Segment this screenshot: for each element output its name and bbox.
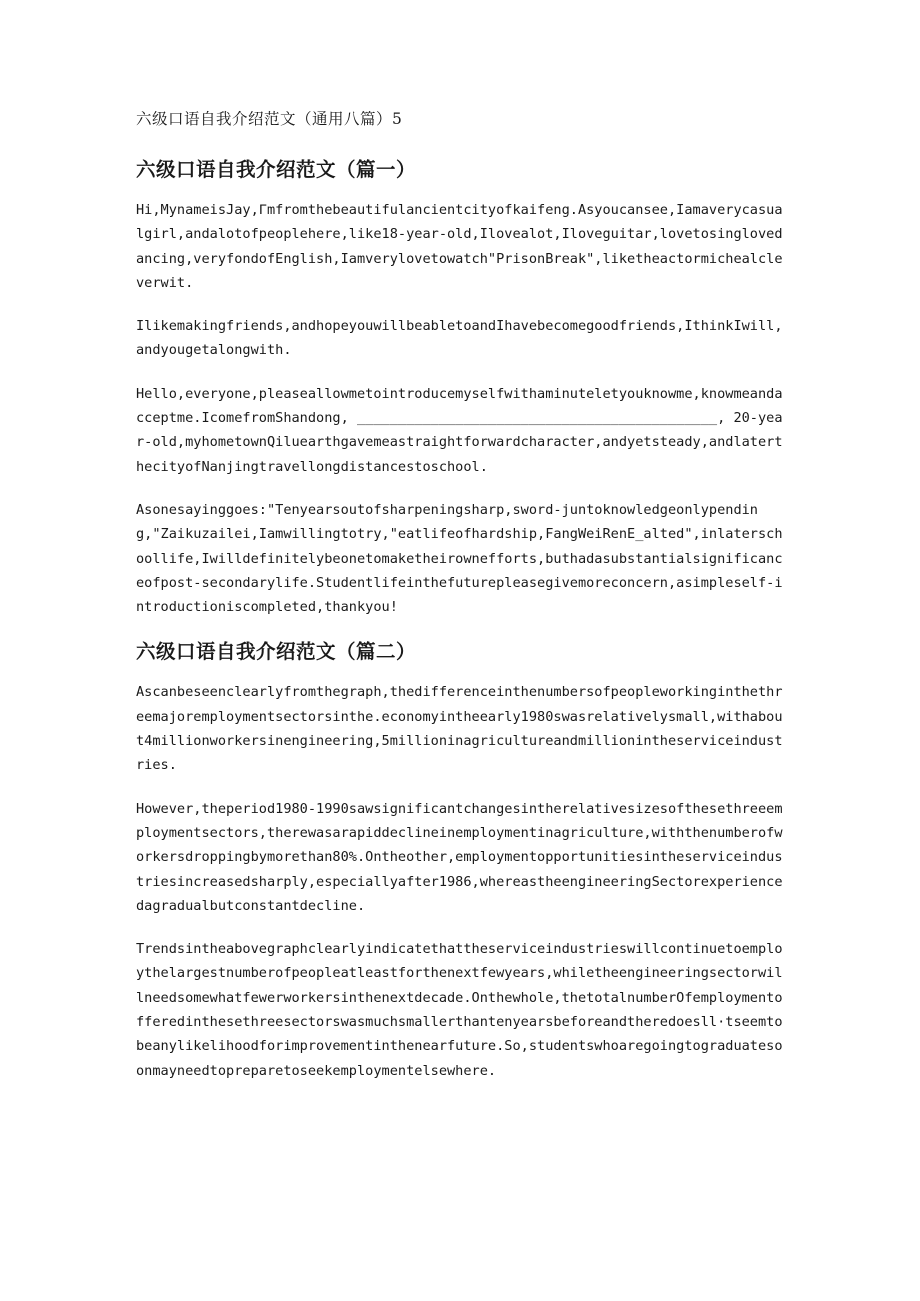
paragraph: However,theperiod1980-1990sawsignificantchangesintherelativesizesofthesethreeemploymentsectors,therewasarapiddeclineinemploymentinagriculture,withthenumberofworkersdroppingbymorethan80%.Ontheother,employmentopportunitiesintheserviceindustriesincreasedsharply,especiallyafter1986,whereastheengineeringSectorexperiencedagradualbutconstantdecline.	[136, 800, 783, 914]
paragraph: Ascanbeseenclearlyfromthegraph,thedifferenceinthenumbersofpeopleworkinginthethreemajoremploymentsectorsinthe.economyintheearly1980swasrelativelysmall,withabout4millionworkersinengineering,5millioninagricultureandmillionintheserviceindustries.	[136, 684, 783, 774]
paragraph: Hello,everyone,pleaseallowmetointroducemyselfwithaminuteletyouknowme,knowmeandacceptme.IcomefromShandong, ____________________________________________, 20-year-old,myhometownQiluearthgavemeastraightforwardcharacter,andyetsteady,andlaterthecityofNanjingtravellongdistancestoschool.	[136, 385, 783, 475]
section-2	[136, 638, 786, 1082]
section-heading: 六级口语自我介绍范文（篇二）	[136, 640, 417, 664]
document-page	[136, 108, 786, 1102]
document-title: 六级口语自我介绍范文（通用八篇）5	[136, 110, 403, 128]
paragraph: Ilikemakingfriends,andhopeyouwillbeabletoandIhavebecomegoodfriends,IthinkIwill,andyougetalongwith.	[136, 318, 783, 359]
section-1	[136, 156, 786, 619]
paragraph: Asonesayinggoes:"Tenyearsoutofsharpeningsharp,sword-juntoknowledgeonlypending,"Zaikuzailei,Iamwillingtotry,"eatlifeofhardship,FangWeiRenE_alted",inlaterschoollife,Iwilldefinitelybeonetomaketheirownefforts,buthadasubstantialsignificanceofpost-secondarylife.Studentlifeinthefuturepleasegivemoreconcern,asimpleself-introductioniscompleted,thankyou!	[136, 501, 783, 616]
paragraph: Hi,MynameisJay,Γmfromthebeautifulancientcityofkaifeng.Asyoucansee,Iamaverycasualgirl,andalotofpeoplehere,like18-year-old,Ilovealot,Iloveguitar,lovetosinglovedancing,veryfondofEnglish,Iamverylovetowatch"PrisonBreak",liketheactormichealcleverwit.	[136, 202, 783, 291]
section-heading: 六级口语自我介绍范文（篇一）	[136, 158, 417, 181]
paragraph: Trendsintheabovegraphclearlyindicatethattheserviceindustrieswillcontinuetoemploythelargestnumberofpeopleatleastforthenextfewyears,whiletheengineeringsectorwillneedsomewhatfewerworkersinthenextdecade.Onthewhole,thetotalnumberOfemploymentofferedinthesethreesectorswasmuchsmallerthantenyearsbeforeandtheredoesll·tseemtobeanylikelihoodforimprovementinthenearfuture.So,studentswhoaregoingtograduatesoonmayneedtopreparetoseekemploymentelsewhere.	[136, 941, 783, 1079]
